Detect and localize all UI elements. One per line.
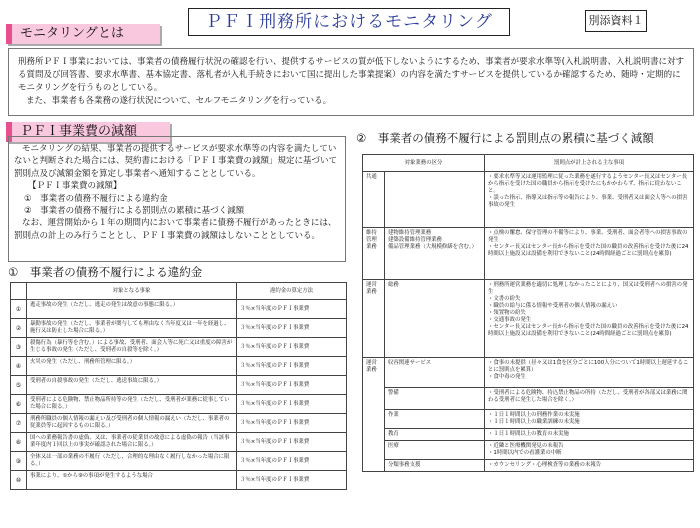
row-event: 暴動事故の発生（ただし、事業者が関与しても理由なく当年度又は一年を経過し、施行又は防止した場合に限る。） <box>27 319 237 338</box>
row-number: ⑨ <box>11 452 27 471</box>
row-group: 運営業務 <box>363 358 385 388</box>
table-row <box>363 441 694 460</box>
row-event: 受刑者の自殺事故の発生（ただし、逃送事故に限る。） <box>27 376 237 395</box>
row-group <box>363 429 385 441</box>
row-event: 殺傷行為（暴行等を含む。）による事故、受刑者、面会人等に死亡又は重度の障害が生じる事故の発生（ただし、受刑者の自殺等を除く。） <box>27 338 237 357</box>
row-group <box>363 441 385 460</box>
row-event: 事業により、①から⑨の事項が発生するような場合 <box>27 471 237 490</box>
table-row <box>363 172 694 228</box>
row-event: ・近隣と医療機関発見の未報告 ・1時間以内での看護業の中断 <box>485 441 694 460</box>
row-group <box>363 388 385 410</box>
table-row <box>363 460 694 472</box>
penalty-note: なお、運営開始から１年の期間内において事業者に債務不履行があったときには、罰則点の計上のみ行うこととし、ＰＦＩ事業費の減額はしないこととしている。 <box>14 218 337 241</box>
row-group <box>363 460 385 472</box>
row-calc: ３％×当年度のＰＦＩ事業費 <box>237 357 347 376</box>
table-header-row <box>11 283 347 300</box>
row-subcategory: 収容関連サービス <box>385 358 485 388</box>
row-number: ④ <box>11 357 27 376</box>
row-event: 逃走事故の発生（ただし、逃走の発生は故意の事態に限る。） <box>27 300 237 319</box>
row-event: ・１日１時間以上の刑務作業の未実施 ・１日１時間以上の職業訓練の未実施 <box>485 410 694 429</box>
penalty-point-table <box>362 154 694 472</box>
row-subcategory: 警備 <box>385 388 485 410</box>
monitoring-text <box>18 56 686 108</box>
row-number: ⑩ <box>11 471 27 490</box>
row-calc: ３％×当年度のＰＦＩ事業費 <box>237 300 347 319</box>
table-header-event: 罰則点が計上される主な事項 <box>485 155 694 172</box>
penalty-text <box>14 143 340 242</box>
table-row <box>11 357 347 376</box>
table-header-event: 対象となる事象 <box>27 283 237 300</box>
row-group: 共通 <box>363 172 385 228</box>
table-row <box>11 338 347 357</box>
row-subcategory: 医療 <box>385 441 485 460</box>
table-row <box>363 388 694 410</box>
table-row <box>363 228 694 280</box>
document-reference-label: 別添資料１ <box>585 10 647 32</box>
row-number: ① <box>11 300 27 319</box>
table-row <box>11 433 347 452</box>
table-row <box>363 358 694 388</box>
row-event: 刑務所職員の個人情報の漏えい及び受刑者の個人情報の漏えい（ただし、事業者の従業員等に起因するものに限る。） <box>27 414 237 433</box>
row-group: 維持管理業務 <box>363 228 385 280</box>
table-row <box>11 395 347 414</box>
penalty-list-title: 【ＰＦＩ事業費の減額】 <box>28 181 122 192</box>
table-row <box>11 414 347 433</box>
table-row <box>11 471 347 490</box>
row-event: 全体又は一部の業務の不履行（ただし、合理的な理由なく履行しなかった場合に限る。） <box>27 452 237 471</box>
row-calc: ３％×当年度のＰＦＩ事業費 <box>237 433 347 452</box>
row-group: 運営業務 <box>363 280 385 358</box>
row-number: ③ <box>11 338 27 357</box>
row-event: 火災の発生（ただし、刑務所管理に限る。） <box>27 357 237 376</box>
row-subcategory: 作業 <box>385 410 485 429</box>
monitoring-paragraph-1: 刑務所ＰＦＩ事業においては、事業者の債務履行状況の確認を行い、提供するサービスの質が低下しないようにするため、事業者が要求水準等(入札説明書、入札説明書に対する質問及び回答書、要求水準書、基本協定書、落札者が入札手続きにおいて国に提出した事業提案）の内容を満たすサービスを提供しているか確認するため、随時・定期的にモニタリングを行うものとしている。 <box>18 57 684 93</box>
row-event: ・点検の懈怠、保守管理の不備等により、事業、受刑者、面会者等への損害事故の発生 ・センター長又はセンター長から指示を受けた国の職員の改善指示を受けた後に24時間以上施設又は設備を利用できないこと(24時間経過ごとに罰則点を累算) <box>485 228 694 280</box>
row-event: ・食事の未提供（昼々又は1食を区分ごとに100人分について1時間以上遅延することに罰則点を累算） ・食中毒の発生 <box>485 358 694 388</box>
table-header-blank <box>11 283 27 300</box>
penalty-list-item-2: ② 事業者の債務不履行による罰則点の累積に基づく減額 <box>24 206 245 217</box>
row-subcategory: 教育 <box>385 429 485 441</box>
monitoring-heading: モニタリングとは <box>6 24 160 44</box>
row-subcategory: 分類事務支援 <box>385 460 485 472</box>
row-number: ⑤ <box>11 376 27 395</box>
row-number: ② <box>11 319 27 338</box>
penalty-heading: ＰＦＩ事業費の減額 <box>6 122 170 142</box>
row-calc: ３％×当年度のＰＦＩ事業費 <box>237 395 347 414</box>
row-calc: ３％×当年度のＰＦＩ事業費 <box>237 338 347 357</box>
table-row <box>11 319 347 338</box>
row-subcategory: 総務 <box>385 280 485 358</box>
row-event: 受刑者による危険物、禁止物品所持等の発生（ただし、受刑者が業務に従事していた場合に限る。） <box>27 395 237 414</box>
row-event: ・刑務所運営業務を適切に処理しなかったことにより、国又は受刑者への損害の発生 ・文書の紛失 ・職員の給与に係る情報や受刑者の個人情報の漏えい ・領置物の紛失 ・交通事故の発生 ・センター長又はセンター長から指示を受けた国の職員の改善指示を受けた後に24時間以上施設又は設備を利用できないこと(24時間経過ごとに罰則点を累算) <box>485 280 694 358</box>
penalty-list-item-1: ① 事業者の債務不履行による違約金 <box>24 193 168 204</box>
row-number: ⑧ <box>11 433 27 452</box>
row-event: ・カウンセリング・心理検査等の業務の未報告 <box>485 460 694 472</box>
row-calc: ３％×当年度のＰＦＩ事業費 <box>237 319 347 338</box>
table-row <box>11 376 347 395</box>
row-subcategory <box>385 172 485 228</box>
row-calc: ３％×当年度のＰＦＩ事業費 <box>237 414 347 433</box>
table-row <box>11 452 347 471</box>
table-row <box>11 300 347 319</box>
row-event: 国への業務報告書の虚偽、又は、事業者の従業員の故意による虚偽の報告（当該事業年度内１回以上の事実が確認された場合に限る。） <box>27 433 237 452</box>
row-event: ・１日１時間以上の教育の未実施 <box>485 429 694 441</box>
table2-heading: ② 事業者の債務不履行による罰則点の累積に基づく減額 <box>356 131 654 145</box>
row-calc: ３％×当年度のＰＦＩ事業費 <box>237 471 347 490</box>
row-number: ⑥ <box>11 395 27 414</box>
penalty-fee-table <box>10 282 347 490</box>
row-number: ⑦ <box>11 414 27 433</box>
row-event: ・要求水準等又は運用監理に従った業務を遂行するようセンター長又はセンター長から指示を受けた国の職員から指示を受けたにもかかわらず、指示に従わないこと。 ・誤った指示、指導又は指示等の報告により、事業、受刑者又は面会人等への損害事故の発生 <box>485 172 694 228</box>
table1-heading: ① 事業者の債務不履行による違約金 <box>8 265 203 279</box>
row-group <box>363 410 385 429</box>
row-event: ・受刑者による危険物、持込禁止物品の所持（ただし、受刑者が各部又は業務に関わる受刑者に発生した場合を除く。） <box>485 388 694 410</box>
table-header-calc: 違約金の算定方法 <box>237 283 347 300</box>
table-row <box>363 429 694 441</box>
monitoring-paragraph-2: また、事業者も各業務の遂行状況について、セルフモニタリングを行っている。 <box>26 96 332 106</box>
table-row <box>363 280 694 358</box>
table-header-category: 対象業務の区分 <box>363 155 485 172</box>
row-subcategory: 建物維持管理業務 建築設備維持管理業務 備品管理業務（大規模修繕を含む。） <box>385 228 485 280</box>
table-row <box>363 410 694 429</box>
table-header-row <box>363 155 694 172</box>
penalty-paragraph: モニタリングの結果、事業者の提供するサービスが要求水準等の内容を満たしていないと判断された場合には、契約書における「ＰＦＩ事業費の減額」規定に基づいて罰則点及び減額金額を算定し事業者へ通知することとしている。 <box>14 144 338 179</box>
row-calc: ３％×当年度のＰＦＩ事業費 <box>237 376 347 395</box>
row-calc: ３％×当年度のＰＦＩ事業費 <box>237 452 347 471</box>
page-title: ＰＦＩ刑務所におけるモニタリング <box>188 8 510 36</box>
